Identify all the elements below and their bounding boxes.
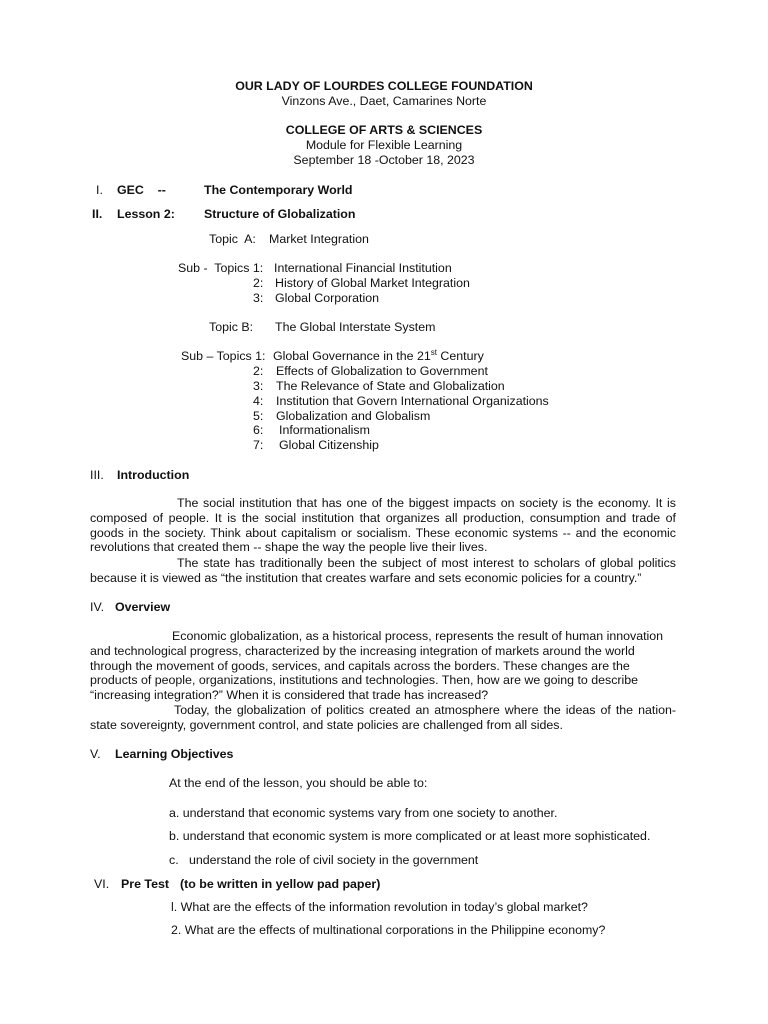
topic-a-title: Market Integration	[269, 232, 369, 246]
topic-b-subtopic-2: Effects of Globalization to Government	[276, 364, 488, 378]
section-2-label: Lesson 2:	[117, 207, 175, 221]
pretest-question-1: l. What are the effects of the information revolution in today’s global market?	[171, 900, 588, 914]
topic-a-subtopic-3-number: 3:	[253, 291, 264, 305]
topic-b-subtopic-4: Institution that Govern International Organizations	[276, 394, 549, 408]
topic-b-subtopic-3-number: 3:	[253, 379, 264, 393]
module-dates: September 18 -October 18, 2023	[293, 153, 475, 167]
topic-b-subtopic-1: Global Governance in the 21st Century	[273, 347, 484, 363]
topic-a-subtopics-label: Sub - Topics 1:	[178, 261, 264, 275]
topic-b-subtopic-7: Global Citizenship	[279, 438, 379, 452]
institution-address: Vinzons Ave., Daet, Camarines Norte	[281, 94, 487, 108]
section-2-number: II.	[92, 207, 103, 221]
section-2-title: Structure of Globalization	[204, 207, 356, 221]
section-5-title: Learning Objectives	[115, 747, 234, 761]
topic-b-subtopic-5-number: 5:	[253, 409, 264, 423]
college-name: COLLEGE OF ARTS & SCIENCES	[285, 123, 483, 137]
topic-b-subtopic-4-number: 4:	[253, 394, 264, 408]
section-5-number: V.	[90, 747, 101, 761]
objective-a: a. understand that economic systems vary from one society to another.	[169, 806, 558, 820]
objective-b: b. understand that economic system is more complicated or at least more sophisticated.	[169, 829, 651, 843]
superscript-st: st	[430, 347, 437, 357]
introduction-paragraph-1: The social institution that has one of the biggest impacts on society is the economy. It is composed of people. It is the social institution that organizes all production, consumption and trade of goods in the society. Think about capitalism or socialism. These economic systems -- and the economic revolutions that created them -- shape the way the people live their lives.	[90, 496, 676, 555]
pretest-question-2: 2. What are the effects of multinational corporations in the Philippine economy?	[171, 923, 606, 937]
section-6-number: VI.	[94, 877, 110, 891]
section-4-title: Overview	[115, 600, 171, 614]
topic-b-subtopics-label: Sub – Topics 1:	[181, 349, 266, 363]
topic-b-label: Topic B:	[209, 320, 254, 334]
objectives-intro: At the end of the lesson, you should be able to:	[169, 776, 428, 790]
objective-c: c. understand the role of civil society in the government	[169, 853, 479, 867]
section-6-title: Pre Test	[121, 877, 169, 891]
section-3-number: III.	[90, 468, 104, 482]
topic-b-title: The Global Interstate System	[275, 320, 436, 334]
topic-a-subtopic-3: Global Corporation	[275, 291, 380, 305]
overview-paragraph-1: Economic globalization, as a historical process, represents the result of human innovation and technological progress, characterized by the increasing integration of markets around the world through the movement of goods, services, and capitals across the borders. These changes are the products of people, organizations, institutions and technologies. Then, how are we going to describe “increasing integration?” When it is considered that trade has increased?	[90, 629, 664, 703]
topic-a-subtopic-1: International Financial Institution	[274, 261, 452, 275]
topic-b-subtopic-6-number: 6:	[253, 423, 264, 437]
topic-b-subtopic-5: Globalization and Globalism	[276, 409, 431, 423]
topic-a-subtopic-2: History of Global Market Integration	[275, 276, 470, 290]
section-1-number: I.	[96, 183, 103, 197]
section-4-number: IV.	[90, 600, 105, 614]
topic-b-subtopic-6: Informationalism	[279, 423, 370, 437]
section-1-title: The Contemporary World	[204, 183, 353, 197]
introduction-paragraph-2: The state has traditionally been the subject of most interest to scholars of global politics because it is viewed as “the institution that creates warfare and sets economic policies for a country.”	[90, 556, 676, 585]
topic-b-subtopic-3: The Relevance of State and Globalization	[276, 379, 505, 393]
topic-b-subtopic-2-number: 2:	[253, 364, 264, 378]
institution-name: OUR LADY OF LOURDES COLLEGE FOUNDATION	[235, 79, 533, 93]
section-6-note: (to be written in yellow pad paper)	[180, 877, 381, 891]
topic-a-subtopic-2-number: 2:	[253, 276, 264, 290]
module-title: Module for Flexible Learning	[305, 138, 463, 152]
section-3-title: Introduction	[117, 468, 190, 482]
topic-b-subtopic-7-number: 7:	[253, 438, 264, 452]
section-1-label: GEC --	[117, 183, 166, 197]
overview-paragraph-2: Today, the globalization of politics created an atmosphere where the ideas of the nation-state sovereignty, government control, and state policies are challenged from all sides.	[90, 703, 676, 732]
topic-a-label: Topic A:	[209, 232, 256, 246]
